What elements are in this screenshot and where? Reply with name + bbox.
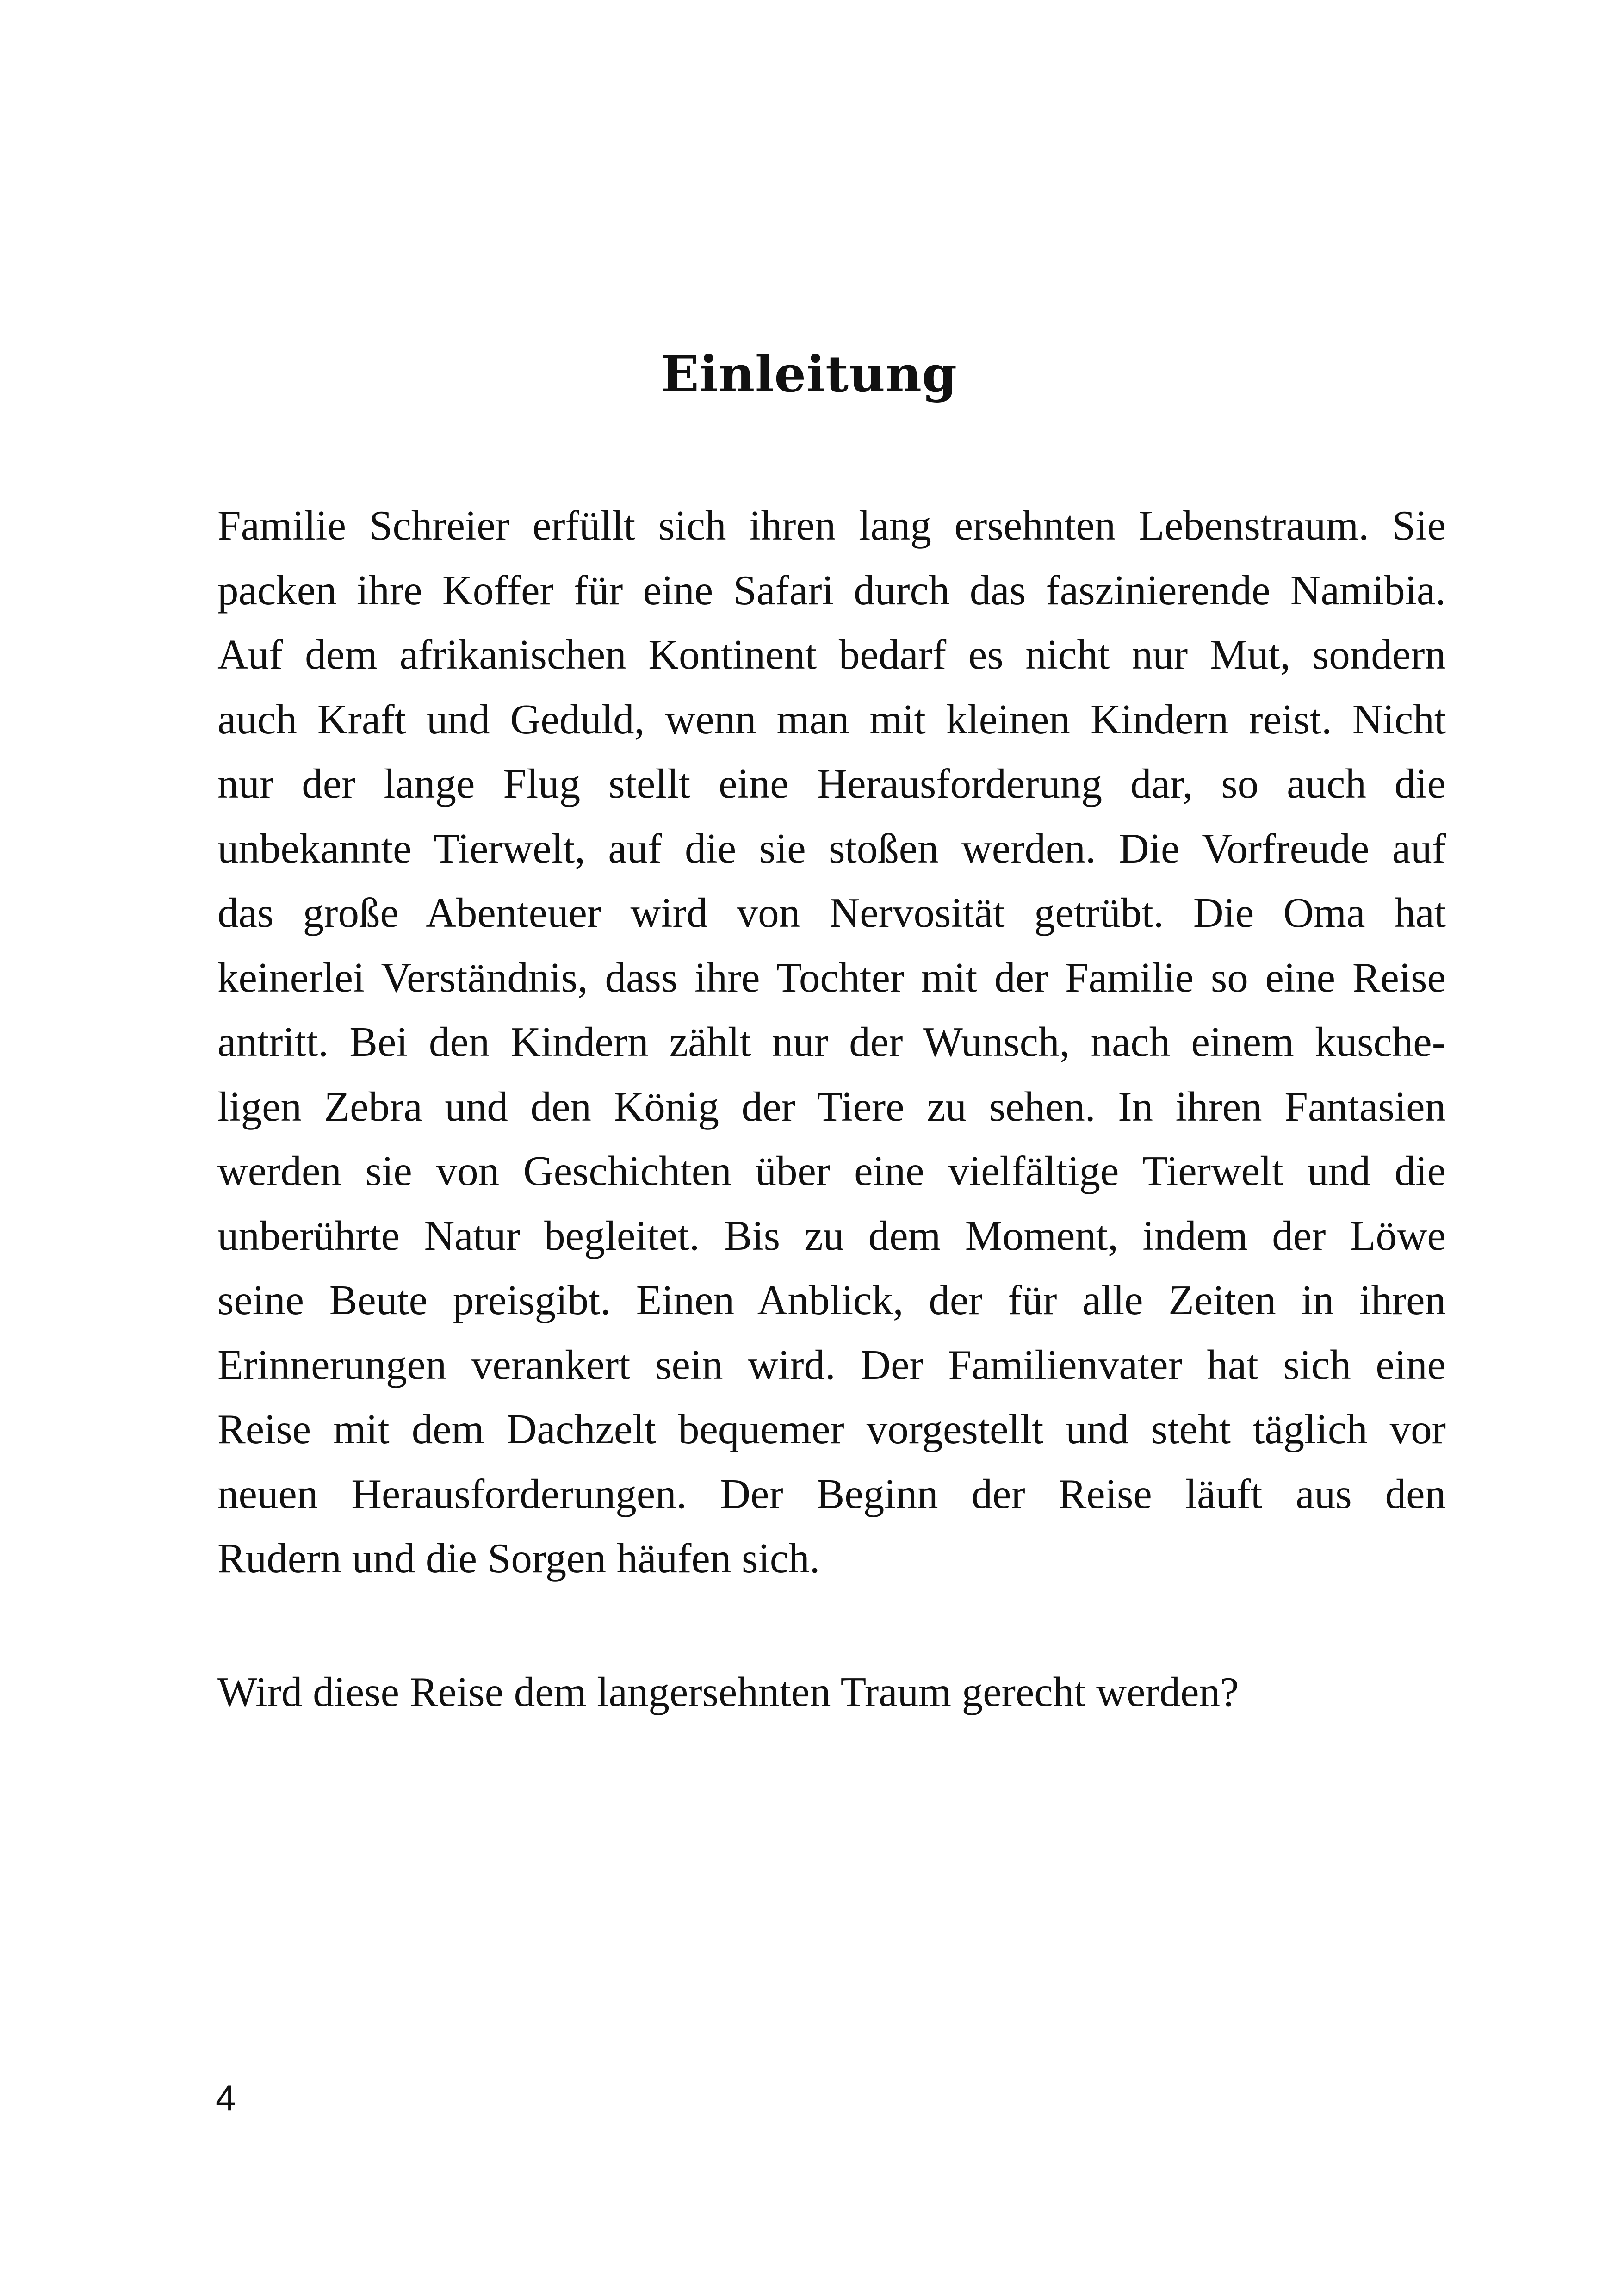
paragraph-line: nur der lange Flug stellt eine Herausforderung dar, so auch die (217, 760, 1446, 807)
paragraph-line: Familie Schreier erfüllt sich ihren lang ersehnten Lebenstraum. Sie (217, 502, 1446, 549)
paragraph-line: neuen Herausforderungen. Der Beginn der Reise läuft aus den (217, 1470, 1446, 1517)
paragraph-line: packen ihre Koffer für eine Safari durch das faszinierende Namibia. (217, 566, 1446, 614)
paragraph-line: auch Kraft und Geduld, wenn man mit kleinen Kindern reist. Nicht (217, 695, 1446, 743)
paragraph-line: Erinnerungen verankert sein wird. Der Familienvater hat sich eine (217, 1341, 1446, 1388)
paragraph-line: das große Abenteuer wird von Nervosität getrübt. Die Oma hat (217, 889, 1446, 936)
intro-paragraph (217, 493, 1446, 1591)
paragraph-line: seine Beute preisgibt. Einen Anblick, der für alle Zeiten in ihren (217, 1277, 1446, 1323)
paragraph-line: keinerlei Verständnis, dass ihre Tochter mit der Familie so eine Reise (217, 954, 1446, 1001)
paragraph-line: ligen Zebra und den König der Tiere zu sehen. In ihren Fantasien (217, 1083, 1446, 1130)
paragraph-line: werden sie von Geschichten über eine vielfältige Tierwelt und die (217, 1148, 1446, 1194)
paragraph-line: Reise mit dem Dachzelt bequemer vorgestellt und steht täglich vor (217, 1406, 1446, 1452)
chapter-title: Einleitung (661, 345, 957, 403)
page-number: 4 (216, 2078, 236, 2118)
paragraph-line: unbekannte Tierwelt, auf die sie stoßen werden. Die Vorfreude auf (217, 825, 1446, 872)
paragraph-line: Auf dem afrikanischen Kontinent bedarf es nicht nur Mut, sondern (217, 631, 1446, 678)
closing-question: Wird diese Reise dem langersehnten Traum gerecht werden? (217, 1669, 1239, 1715)
paragraph-line: unberührte Natur begleitet. Bis zu dem Moment, indem der Löwe (217, 1212, 1446, 1259)
paragraph-line: Rudern und die Sorgen häufen sich. (217, 1535, 820, 1582)
paragraph-line: antritt. Bei den Kindern zählt nur der Wunsch, nach einem kusche- (217, 1018, 1446, 1065)
